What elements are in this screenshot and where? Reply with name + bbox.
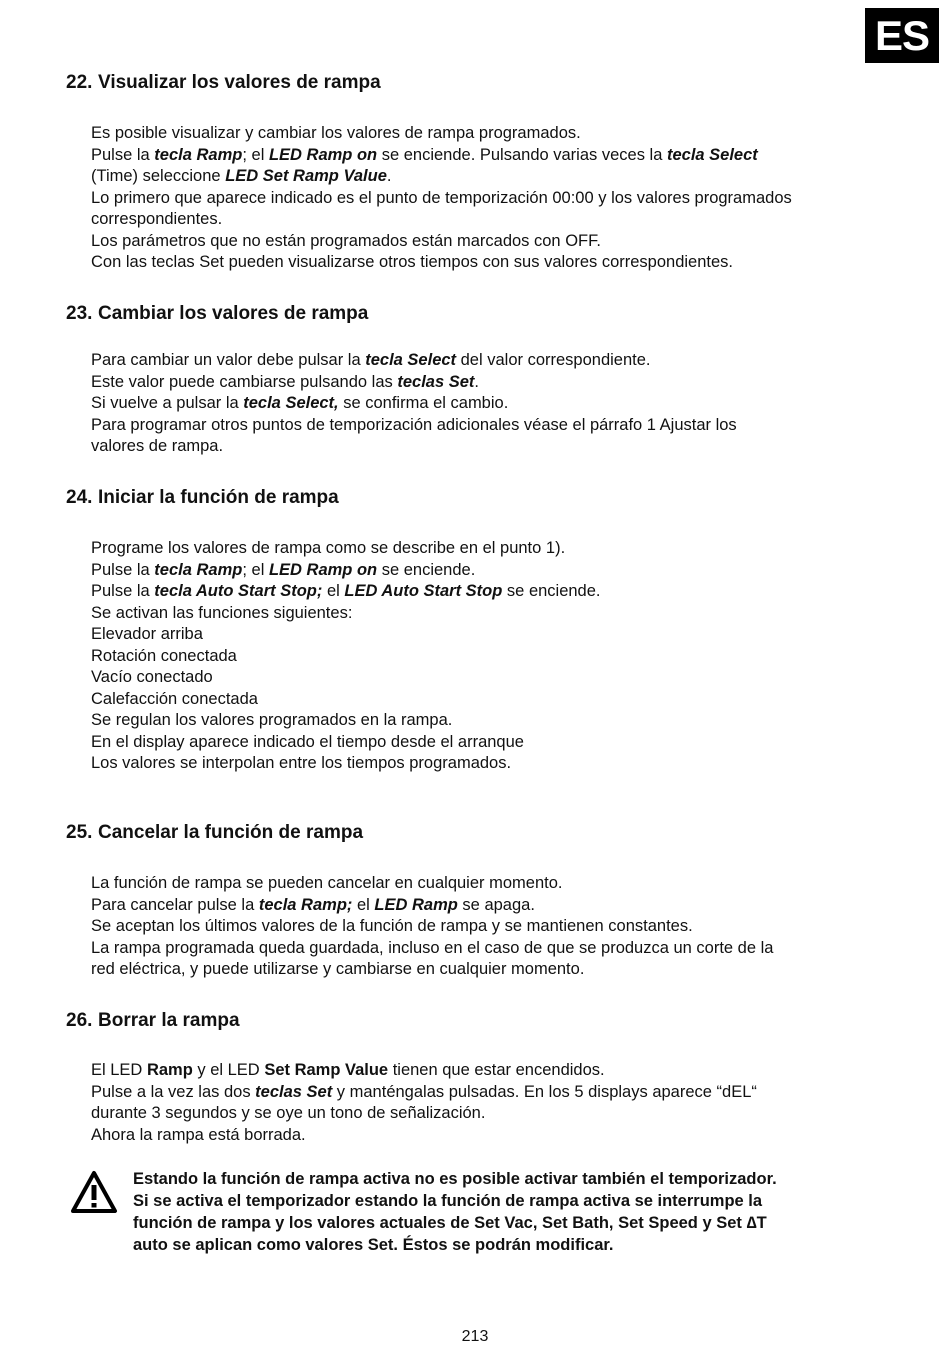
text-segment: se enciende. <box>502 582 601 600</box>
text-line <box>91 603 891 625</box>
emphasis-text: tecla Auto Start Stop; <box>154 582 323 600</box>
section-title: Borrar la rampa <box>98 1010 240 1031</box>
text-segment: Pulse a la vez las dos <box>91 1082 256 1101</box>
text-segment: Es posible visualizar y cambiar los valores de rampa programados. <box>91 124 581 142</box>
text-segment: El LED <box>91 1061 147 1079</box>
text-line <box>91 624 891 646</box>
section-body <box>91 1060 891 1146</box>
text-line <box>91 581 891 603</box>
warning-text <box>133 1168 913 1256</box>
warning-line: función de rampa y los valores actuales de Set Vac, Set Bath, Set Speed y Set ∆T <box>133 1214 767 1232</box>
text-segment: Pulse la <box>91 145 155 164</box>
section-number: 25. <box>66 822 93 843</box>
text-line <box>91 415 891 437</box>
text-segment: se enciende. Pulsando varias veces la <box>377 145 667 164</box>
text-segment: Con las teclas Set pueden visualizarse otros tiempos con sus valores correspondientes. <box>91 253 734 271</box>
text-segment: Elevador arriba <box>91 625 203 643</box>
text-segment: durante 3 segundos y se oye un tono de señalización. <box>91 1104 486 1122</box>
section-heading <box>66 72 381 94</box>
text-segment: ; el <box>242 145 269 164</box>
emphasis-text: tecla Select <box>666 145 758 164</box>
emphasis-text: tecla Ramp; <box>258 895 353 914</box>
section-heading <box>66 487 339 509</box>
text-line <box>91 252 891 274</box>
text-line <box>91 689 891 711</box>
warning-line: auto se aplican como valores Set. Éstos se podrán modificar. <box>133 1236 614 1254</box>
section-number: 23. <box>66 303 93 324</box>
text-segment: el <box>322 582 345 600</box>
text-line <box>91 393 891 415</box>
section-body <box>91 538 891 775</box>
text-segment: Pulse la <box>91 582 155 600</box>
emphasis-text: LED Ramp <box>374 895 458 914</box>
section-title: Cancelar la función de rampa <box>98 822 364 843</box>
section-number: 26. <box>66 1010 93 1031</box>
text-segment: . <box>386 167 392 185</box>
text-segment: Programe los valores de rampa como se describe en el punto 1). <box>91 539 566 557</box>
text-segment: . <box>474 372 479 391</box>
section-heading <box>66 1010 240 1032</box>
section-title: Iniciar la función de rampa <box>98 487 339 508</box>
text-line <box>91 916 891 938</box>
text-segment: Rotación conectada <box>91 646 237 665</box>
text-line <box>91 123 891 145</box>
text-line <box>91 1103 891 1125</box>
text-line <box>91 231 891 253</box>
text-line <box>91 667 891 689</box>
emphasis-text: LED Ramp on <box>268 560 378 579</box>
text-line <box>91 1082 891 1104</box>
language-badge: ES <box>865 8 939 63</box>
text-line <box>91 938 891 960</box>
text-line <box>91 350 891 372</box>
text-segment: La rampa programada queda guardada, incluso en el caso de que se produzca un corte de la <box>91 938 774 957</box>
section-body <box>91 123 891 274</box>
text-segment: ; el <box>242 560 269 579</box>
text-line <box>91 753 891 775</box>
text-segment: Se activan las funciones siguientes: <box>91 603 353 622</box>
page-number: 213 <box>461 1328 489 1345</box>
text-line <box>91 560 891 582</box>
emphasis-text: tecla Select <box>365 351 457 369</box>
text-line <box>91 873 891 895</box>
warning-notice <box>70 1168 900 1268</box>
text-segment: se apaga. <box>457 895 535 914</box>
text-segment: valores de rampa. <box>91 437 224 455</box>
text-segment: Vacío conectado <box>91 668 213 686</box>
text-line <box>91 209 891 231</box>
text-line <box>91 1125 891 1147</box>
text-line <box>91 959 891 981</box>
text-segment: Ahora la rampa está borrada. <box>91 1125 306 1144</box>
text-segment: del valor correspondiente. <box>456 351 651 369</box>
text-line <box>91 646 891 668</box>
text-segment: Calefacción conectada <box>91 689 258 708</box>
text-segment: Lo primero que aparece indicado es el punto de temporización 00:00 y los valores programados <box>91 188 792 207</box>
text-line <box>91 710 891 732</box>
text-segment: Pulse la <box>91 560 155 579</box>
text-line <box>91 895 891 917</box>
text-segment: correspondientes. <box>91 210 223 228</box>
section-number: 24. <box>66 487 93 508</box>
warning-line: Si se activa el temporizador estando la función de rampa activa se interrumpe la <box>133 1192 763 1210</box>
text-line <box>91 188 891 210</box>
text-line <box>91 1060 891 1082</box>
text-line <box>91 145 891 167</box>
section-number: 22. <box>66 72 93 93</box>
text-segment: Si vuelve a pulsar la <box>91 394 244 412</box>
emphasis-text: LED Auto Start Stop <box>344 582 503 600</box>
text-segment: Para cancelar pulse la <box>91 895 259 914</box>
text-segment: Se regulan los valores programados en la rampa. <box>91 711 453 729</box>
text-segment: La función de rampa se pueden cancelar en cualquier momento. <box>91 874 563 892</box>
text-segment: se enciende. <box>377 560 476 579</box>
emphasis-text: tecla Select, <box>243 394 339 412</box>
emphasis-text: tecla Ramp <box>154 145 243 164</box>
text-segment: Este valor puede cambiarse pulsando las <box>91 372 398 391</box>
text-segment: Se aceptan los últimos valores de la función de rampa y se mantienen constantes. <box>91 917 693 935</box>
emphasis-text: teclas Set <box>255 1082 333 1101</box>
text-line <box>91 166 891 188</box>
emphasis-text: Ramp <box>146 1061 193 1079</box>
section-title: Cambiar los valores de rampa <box>98 303 369 324</box>
text-segment: (Time) seleccione <box>91 167 226 185</box>
section-title: Visualizar los valores de rampa <box>98 72 381 93</box>
text-segment: y el LED <box>192 1061 265 1079</box>
warning-line: Estando la función de rampa activa no es posible activar también el temporizador. <box>133 1170 777 1188</box>
emphasis-text: tecla Ramp <box>154 560 243 579</box>
section-heading <box>66 303 368 325</box>
text-segment: Los parámetros que no están programados están marcados con OFF. <box>91 231 601 250</box>
text-line <box>91 436 891 458</box>
emphasis-text: LED Ramp on <box>268 145 378 164</box>
text-line <box>91 372 891 394</box>
text-segment: se confirma el cambio. <box>338 394 509 412</box>
text-segment: Para programar otros puntos de temporización adicionales véase el párrafo 1 Ajustar los <box>91 415 737 434</box>
text-segment: el <box>352 895 375 914</box>
text-segment: Los valores se interpolan entre los tiempos programados. <box>91 754 512 772</box>
emphasis-text: Set Ramp Value <box>264 1061 389 1079</box>
text-segment: red eléctrica, y puede utilizarse y cambiarse en cualquier momento. <box>91 960 585 978</box>
section-body <box>91 873 891 981</box>
section-heading <box>66 822 363 844</box>
text-line <box>91 538 891 560</box>
text-segment: En el display aparece indicado el tiempo desde el arranque <box>91 732 524 751</box>
text-segment: Para cambiar un valor debe pulsar la <box>91 351 366 369</box>
text-line <box>91 732 891 754</box>
emphasis-text: teclas Set <box>397 372 475 391</box>
text-segment: tienen que estar encendidos. <box>388 1061 605 1079</box>
warning-triangle-icon <box>70 1170 118 1214</box>
emphasis-text: LED Set Ramp Value <box>225 167 387 185</box>
section-body <box>91 350 891 458</box>
text-segment: y manténgalas pulsadas. En los 5 displays aparece “dEL“ <box>332 1082 757 1101</box>
